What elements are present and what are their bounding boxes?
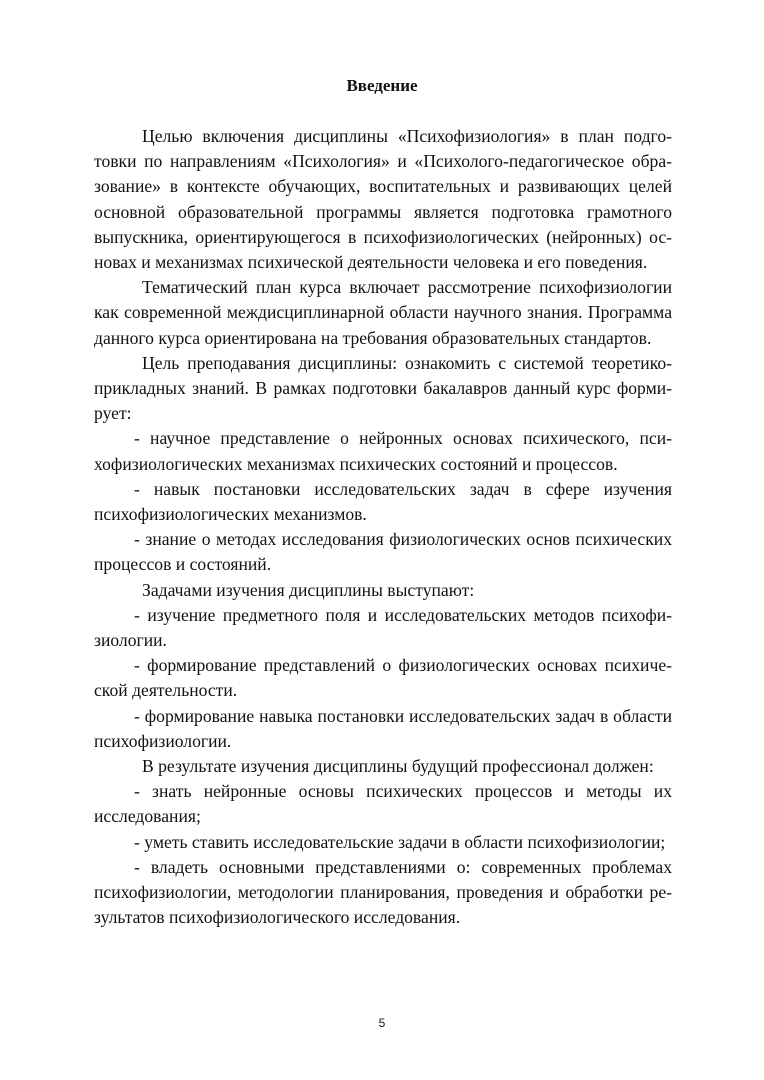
paragraph-outcomes-intro: В результате изучения дисциплины будущий профессионал должен: xyxy=(142,756,654,777)
paragraph-thematic-plan: Тематический план курса включает рассмотрение психофизиологии как современной междисциплинарной области научного знания. Программа данного курса ориентирована на требования образовательных стандартов. xyxy=(94,277,672,348)
paragraph-teaching-goal: Цель преподавания дисциплины: ознакомить с системой теоретико-прикладных знаний. В рамках подготовки бакалавров данный курс формирует: xyxy=(94,352,672,424)
list-item-research-skill: - навык постановки исследовательских задач в сфере изучения психофизиологических механизмов. xyxy=(94,478,672,525)
list-item-task-setting: - формирование навыка постановки исследовательских задач в области психофизиологии. xyxy=(94,705,672,751)
list-item-scientific-view: - научное представление о нейронных основах психического, психофизиологических механизмах психических состояний и процессов. xyxy=(94,428,672,474)
paragraph-tasks-intro: Задачами изучения дисциплины выступают: xyxy=(142,579,475,600)
body-text xyxy=(94,124,672,931)
list-item-know: - знать нейронные основы психических процессов и методы их исследования; xyxy=(94,781,672,827)
list-item-master: - владеть основными представлениями о: современных проблемах психофизиологии, методологии планирования, проведения и обработки результатов психофизиологического исследования. xyxy=(94,856,672,928)
section-title: Введение xyxy=(346,76,418,95)
list-item-subject-field: - изучение предметного поля и исследовательских методов психофизиологии. xyxy=(94,604,672,651)
list-item-methods-knowledge: - знание о методах исследования физиологических основ психических процессов и состояний. xyxy=(94,529,672,575)
page-number: 5 xyxy=(378,1016,386,1030)
list-item-physiological-basis: - формирование представлений о физиологических основах психической деятельности. xyxy=(94,655,672,701)
paragraph-course-goal: Целью включения дисциплины «Психофизиология» в план подготовки по направлениям «Психология» и «Психолого-педагогическое образование» в контексте обучающих, воспитательных и развивающих целей основной образовательной программы является подготовка грамотного выпускника, ориентирующегося в психофизиологических (нейронных) основах и механизмах психической деятельности человека и его поведения. xyxy=(94,126,672,273)
list-item-be-able: - уметь ставить исследовательские задачи в области психофизиологии; xyxy=(134,831,666,852)
